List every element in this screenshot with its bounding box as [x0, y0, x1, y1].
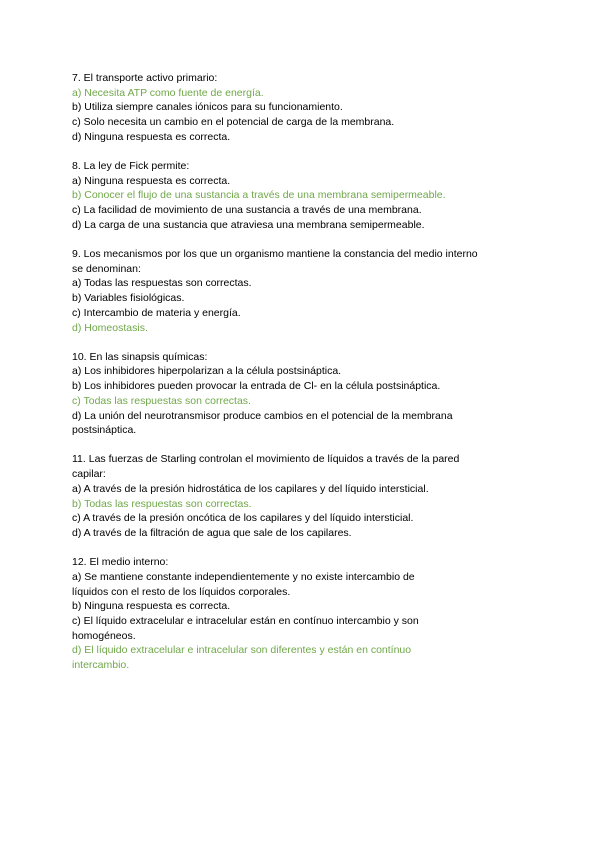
answer-option-text: postsináptica.: [72, 424, 137, 437]
answer-option-text: c) A través de la presión oncótica de los capilares y del líquido intersticial.: [72, 512, 414, 525]
answer-option-text: b) Utiliza siempre canales iónicos para su funcionamiento.: [72, 101, 343, 114]
answer-option-text: a) Se mantiene constante independientemente y no existe intercambio de: [72, 570, 415, 583]
answer-option-d-correct: [72, 643, 532, 672]
answer-option-b: [72, 599, 532, 614]
answer-option-c: [72, 203, 532, 218]
question-stem: 10. En las sinapsis químicas:: [72, 350, 208, 363]
answer-option-text: d) A través de la filtración de agua que sale de los capilares.: [72, 526, 352, 539]
question-stem: 9. Los mecanismos por los que un organismo mantiene la constancia del medio interno: [72, 248, 478, 261]
question-stem: 8. La ley de Fick permite:: [72, 160, 190, 173]
answer-option-text: b) Los inhibidores pueden provocar la entrada de Cl- en la célula postsináptica.: [72, 380, 441, 393]
answer-option-c: [72, 115, 532, 130]
answer-option-text: a) Todas las respuestas son correctas.: [72, 277, 252, 290]
answer-option-text: b) Todas las respuestas son correctas.: [72, 497, 252, 510]
answer-option-text: d) La unión del neurotransmisor produce cambios en el potencial de la membrana: [72, 409, 453, 422]
question-block: [72, 71, 532, 145]
answer-option-c: [72, 511, 532, 526]
answer-option-b: [72, 291, 532, 306]
question-list: [72, 71, 532, 687]
answer-option-text: c) La facilidad de movimiento de una sustancia a través de una membrana.: [72, 204, 422, 217]
answer-option-a: [72, 174, 532, 189]
answer-option-text: c) Solo necesita un cambio en el potencial de carga de la membrana.: [72, 116, 395, 129]
question-stem: 12. El medio interno:: [72, 556, 169, 569]
question-stem: 7. El transporte activo primario:: [72, 72, 218, 84]
question-stem: capilar:: [72, 468, 106, 481]
answer-option-text: homogéneos.: [72, 629, 136, 642]
answer-option-a: [72, 482, 532, 497]
answer-option-b: [72, 100, 532, 115]
question-block: [72, 452, 532, 540]
answer-option-d: [72, 218, 532, 233]
answer-option-a: [72, 364, 532, 379]
answer-option-c: [72, 306, 532, 321]
answer-option-c-correct: [72, 394, 532, 409]
answer-option-text: d) El líquido extracelular e intracelular son diferentes y están en contínuo: [72, 644, 412, 657]
question-block: [72, 159, 532, 233]
answer-option-text: b) Variables fisiológicas.: [72, 292, 185, 305]
question-stem: se denominan:: [72, 262, 141, 275]
answer-option-text: líquidos con el resto de los líquidos corporales.: [72, 585, 291, 598]
answer-option-a: [72, 570, 532, 599]
answer-option-d-correct: [72, 321, 532, 336]
question-stem: 11. Las fuerzas de Starling controlan el movimiento de líquidos a través de la pared: [72, 453, 460, 466]
answer-option-b-correct: [72, 497, 532, 512]
answer-option-b: [72, 379, 532, 394]
answer-option-text: a) A través de la presión hidrostática de los capilares y del líquido intersticial.: [72, 482, 429, 495]
answer-option-text: c) Todas las respuestas son correctas.: [72, 394, 251, 407]
answer-option-text: c) El líquido extracelular e intracelular están en contínuo intercambio y son: [72, 615, 419, 627]
answer-option-d: [72, 526, 532, 541]
answer-option-text: b) Ninguna respuesta es correcta.: [72, 600, 231, 613]
answer-option-d: [72, 409, 532, 438]
answer-option-text: a) Los inhibidores hiperpolarizan a la célula postsináptica.: [72, 365, 342, 378]
answer-option-text: a) Necesita ATP como fuente de energía.: [72, 86, 264, 99]
answer-option-a: [72, 276, 532, 291]
answer-option-text: c) Intercambio de materia y energía.: [72, 306, 241, 319]
answer-option-text: intercambio.: [72, 659, 130, 672]
answer-option-c: [72, 614, 532, 643]
question-block: [72, 247, 532, 335]
answer-option-b-correct: [72, 188, 532, 203]
answer-option-text: d) La carga de una sustancia que atraviesa una membrana semipermeable.: [72, 218, 425, 231]
question-block: [72, 555, 532, 673]
answer-option-d: [72, 130, 532, 145]
answer-option-text: d) Homeostasis.: [72, 321, 148, 334]
answer-option-text: b) Conocer el flujo de una sustancia a través de una membrana semipermeable.: [72, 189, 446, 202]
answer-option-a-correct: [72, 86, 532, 101]
answer-option-text: d) Ninguna respuesta es correcta.: [72, 130, 231, 143]
answer-option-text: a) Ninguna respuesta es correcta.: [72, 174, 231, 187]
question-block: [72, 350, 532, 438]
